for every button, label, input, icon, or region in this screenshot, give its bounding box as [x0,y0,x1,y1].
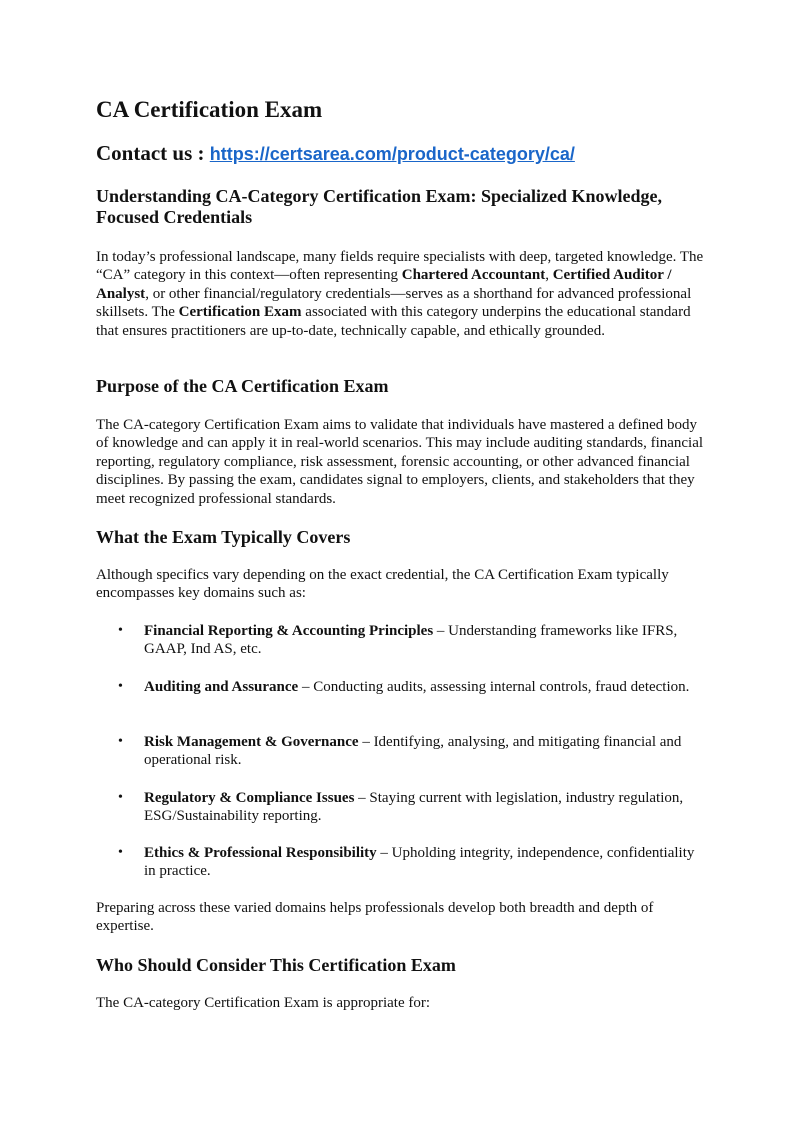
intro-heading: Understanding CA-Category Certification Exam: Specialized Knowledge, Focused Credentials [96,186,662,227]
list-item-desc: – Conducting audits, assessing internal controls, fraud detection. [298,678,690,695]
purpose-heading: Purpose of the CA Certification Exam [96,376,389,396]
who-paragraph: The CA-category Certification Exam is appropriate for: [96,995,431,1011]
intro-bold-chartered: Chartered Accountant [401,267,546,284]
list-item-desc: – Staying current with legislation, industry regulation, ESG/Sustainability reporting. [144,789,684,824]
list-item-desc: – Identifying, analysing, and mitigating financial and operational risk. [144,734,682,769]
list-item-term: Risk Management & Governance [144,734,359,750]
list-item-term: Regulatory & Compliance Issues [144,789,355,806]
bullet-icon: • [118,845,123,860]
bullet-icon: • [118,789,123,805]
covers-outro: Preparing across these varied domains helps professionals develop both breadth and depth of expertise. [96,900,654,935]
contact-label: Contact us : [96,141,205,165]
who-heading: Who Should Consider This Certification Exam [96,955,456,975]
intro-paragraph: In today’s professional landscape, many fields require specialists with deep, targeted knowledge. The “CA” category in this context—often representing Chartered Accountant, Certified Auditor / Analyst, or other financial/regulatory credentials—serves as a shorthand for advanced professional skillsets. The Certification Exam associated with this category underpins the educational standard that ensures practitioners are up-to-date, technically capable, and ethically grounded. [96,249,704,339]
intro-bold-certified: Certified Auditor / Analyst [96,267,672,302]
covers-intro: Although specifics vary depending on the exact credential, the CA Certification Exam typically encompasses key domains such as: [96,567,669,602]
bullet-icon: • [118,623,123,638]
purpose-paragraph: The CA-category Certification Exam aims to validate that individuals have mastered a defined body of knowledge and can apply it in real-world scenarios. This may include auditing standards, financial reporting, regulatory compliance, risk assessment, forensic accounting, or other advanced financial disciplines. By passing the exam, candidates signal to employers, clients, and stakeholders that they meet recognized professional standards. [96,417,704,507]
covers-heading: What the Exam Typically Covers [96,527,351,547]
list-item-desc: – Upholding integrity, independence, confidentiality in practice. [144,845,695,880]
intro-bold-exam: Certification Exam [178,304,302,321]
bullet-icon: • [118,678,123,694]
page-title: CA Certification Exam [96,97,323,122]
list-item-term: Financial Reporting & Accounting Principles [144,623,434,639]
bullet-icon: • [118,734,123,749]
list-item-term: Ethics & Professional Responsibility [144,845,377,861]
list-item-desc: – Understanding frameworks like IFRS, GAAP, Ind AS, etc. [144,623,678,658]
list-item-term: Auditing and Assurance [144,678,299,695]
contact-line [96,139,575,168]
contact-link[interactable]: https://certsarea.com/product-category/ca/ [209,144,575,164]
